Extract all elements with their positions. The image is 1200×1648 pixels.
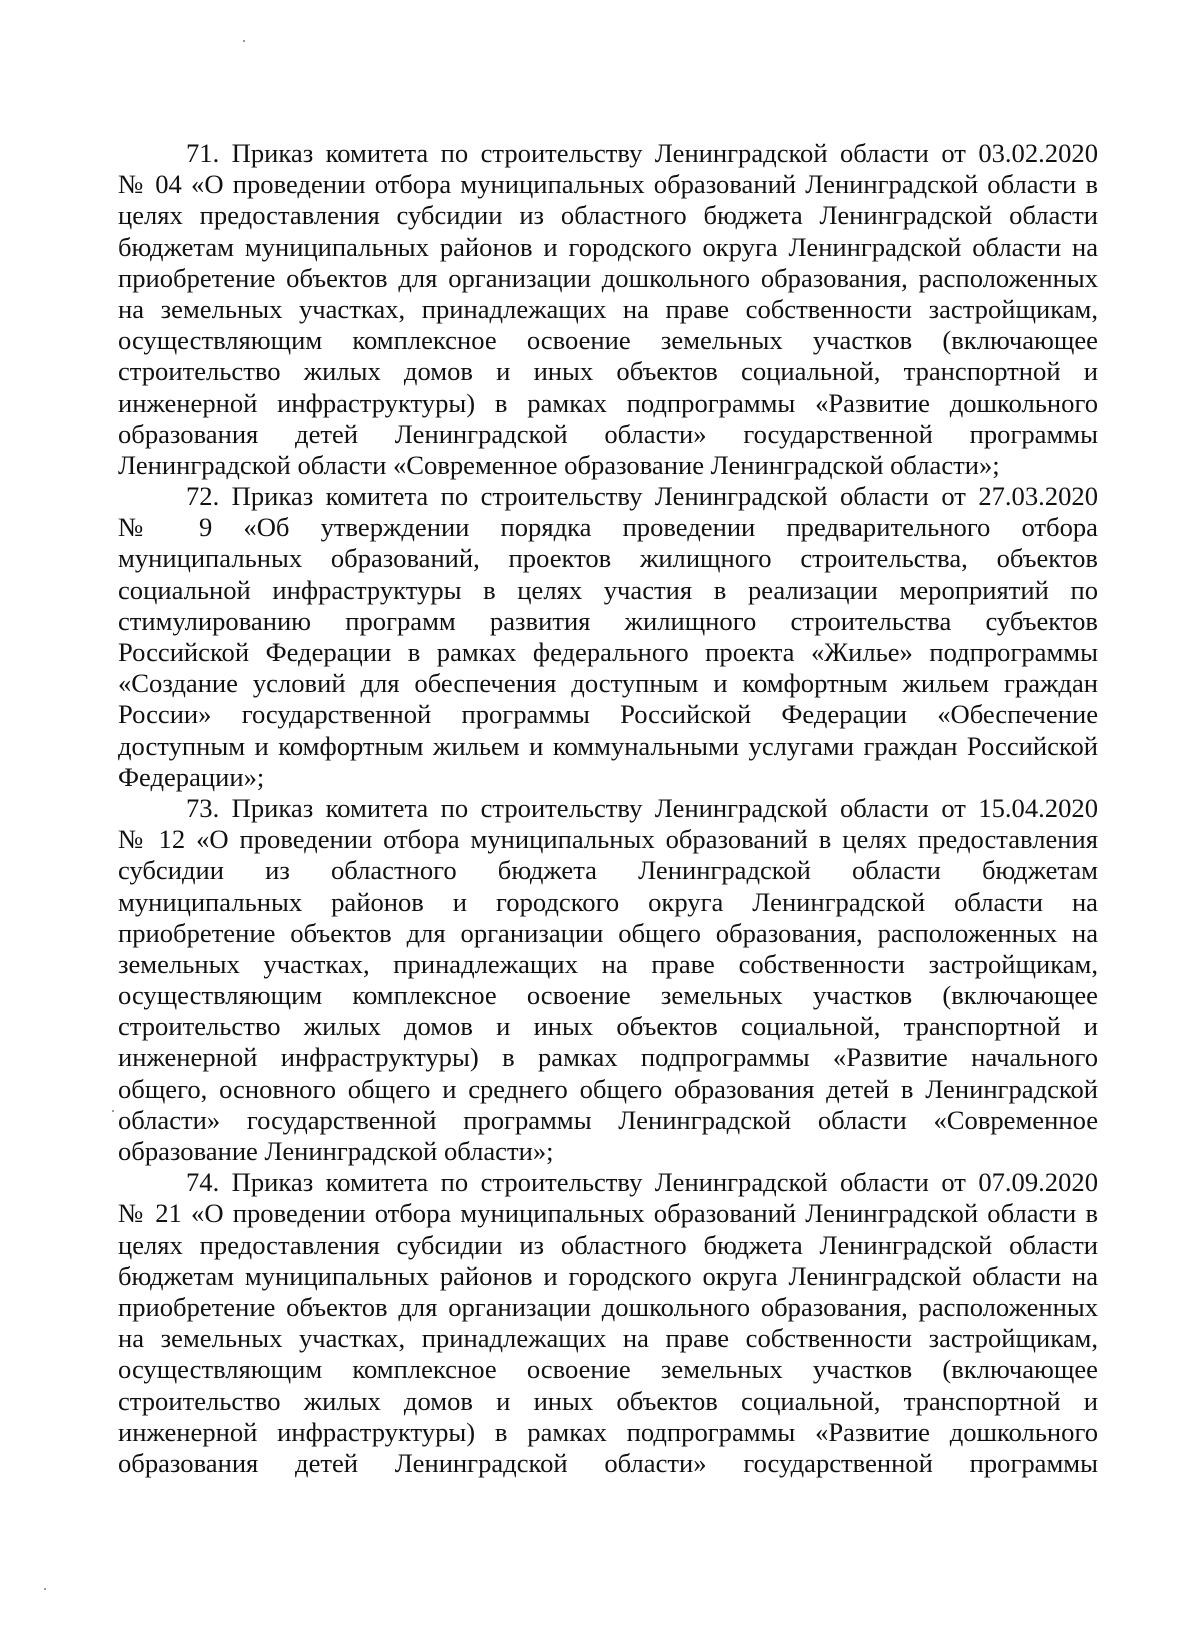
text-line: строительство жилых домов и иных объектов социальной, транспортной и bbox=[118, 1385, 1098, 1416]
text-line: строительство жилых домов и иных объектов социальной, транспортной и bbox=[118, 356, 1098, 387]
text-line: Российской Федерации в рамках федерального проекта «Жилье» подпрограммы bbox=[118, 637, 1098, 667]
text-line: муниципальных районов и городского округа Ленинградской области на bbox=[118, 886, 1098, 917]
text-line: инженерной инфраструктуры) в рамках подпрограммы «Развитие дошкольного bbox=[118, 387, 1098, 418]
text-line: стимулированию программ развития жилищного строительства субъектов bbox=[118, 605, 1098, 636]
paragraph-first-line: 73. Приказ комитета по строительству Ленинградской области от 15.04.2020 bbox=[186, 792, 1098, 823]
text-line: муниципальных образований, проектов жилищного строительства, объектов bbox=[118, 543, 1098, 574]
text-line: области» государственной программы Ленинградской области «Современное bbox=[118, 1104, 1098, 1135]
text-line: приобретение объектов для организации общего образования, расположенных на bbox=[118, 917, 1098, 948]
text-line: России» государственной программы Российской Федерации «Обеспечение bbox=[118, 699, 1098, 730]
text-line: № 21 «О проведении отбора муниципальных образований Ленинградской области в bbox=[118, 1198, 1098, 1229]
text-line: доступным и комфортным жильем и коммунальными услугами граждан Российской bbox=[118, 730, 1098, 761]
text-line: бюджетам муниципальных районов и городского округа Ленинградской области на bbox=[118, 231, 1098, 262]
text-line: целях предоставления субсидии из областного бюджета Ленинградской области bbox=[118, 1229, 1098, 1260]
text-line: образования детей Ленинградской области» государственной программы bbox=[118, 1447, 1098, 1478]
text-line: социальной инфраструктуры в целях участия в реализации мероприятий по bbox=[118, 574, 1098, 605]
text-line: земельных участках, принадлежащих на праве собственности застройщикам, bbox=[118, 948, 1098, 979]
text-line: на земельных участках, принадлежащих на праве собственности застройщикам, bbox=[118, 293, 1098, 324]
text-line: осуществляющим комплексное освоение земельных участков (включающее bbox=[118, 325, 1098, 356]
scan-speck bbox=[243, 40, 245, 42]
scan-speck bbox=[112, 1110, 114, 1112]
document-body-text bbox=[118, 138, 1098, 1479]
paragraph-first-line: 74. Приказ комитета по строительству Ленинградской области от 07.09.2020 bbox=[186, 1167, 1098, 1198]
scan-speck bbox=[44, 1588, 46, 1590]
text-line: на земельных участках, принадлежащих на праве собственности застройщикам, bbox=[118, 1323, 1098, 1354]
text-line: приобретение объектов для организации дошкольного образования, расположенных bbox=[118, 262, 1098, 293]
text-line: строительство жилых домов и иных объектов социальной, транспортной и bbox=[118, 1011, 1098, 1042]
text-line: образования детей Ленинградской области» государственной программы bbox=[118, 418, 1098, 449]
text-line: приобретение объектов для организации дошкольного образования, расположенных bbox=[118, 1291, 1098, 1322]
text-line: образование Ленинградской области»; bbox=[118, 1136, 554, 1166]
text-line: № 04 «О проведении отбора муниципальных образований Ленинградской области в bbox=[118, 169, 1098, 200]
text-line: целях предоставления субсидии из областного бюджета Ленинградской области bbox=[118, 200, 1098, 231]
paragraph-first-line: 72. Приказ комитета по строительству Ленинградской области от 27.03.2020 bbox=[186, 481, 1098, 512]
text-line: «Создание условий для обеспечения доступным и комфортным жильем граждан bbox=[118, 668, 1098, 699]
text-line: инженерной инфраструктуры) в рамках подпрограммы «Развитие начального bbox=[118, 1042, 1098, 1073]
text-line: № 12 «О проведении отбора муниципальных образований в целях предоставления bbox=[118, 824, 1098, 855]
text-line: Ленинградской области «Современное образование Ленинградской области»; bbox=[118, 449, 1000, 480]
text-line: осуществляющим комплексное освоение земельных участков (включающее bbox=[118, 1354, 1098, 1385]
text-line: инженерной инфраструктуры) в рамках подпрограммы «Развитие дошкольного bbox=[118, 1416, 1098, 1447]
paragraph-first-line: 71. Приказ комитета по строительству Ленинградской области от 03.02.2020 bbox=[186, 138, 1098, 168]
text-line: общего, основного общего и среднего общего образования детей в Ленинградской bbox=[118, 1073, 1098, 1104]
text-line: № 9 «Об утверждении порядка проведении предварительного отбора bbox=[118, 512, 1098, 543]
text-line: бюджетам муниципальных районов и городского округа Ленинградской области на bbox=[118, 1260, 1098, 1291]
text-line: субсидии из областного бюджета Ленинградской области бюджетам bbox=[118, 855, 1098, 886]
text-line: Федерации»; bbox=[118, 761, 265, 792]
text-line: осуществляющим комплексное освоение земельных участков (включающее bbox=[118, 980, 1098, 1011]
